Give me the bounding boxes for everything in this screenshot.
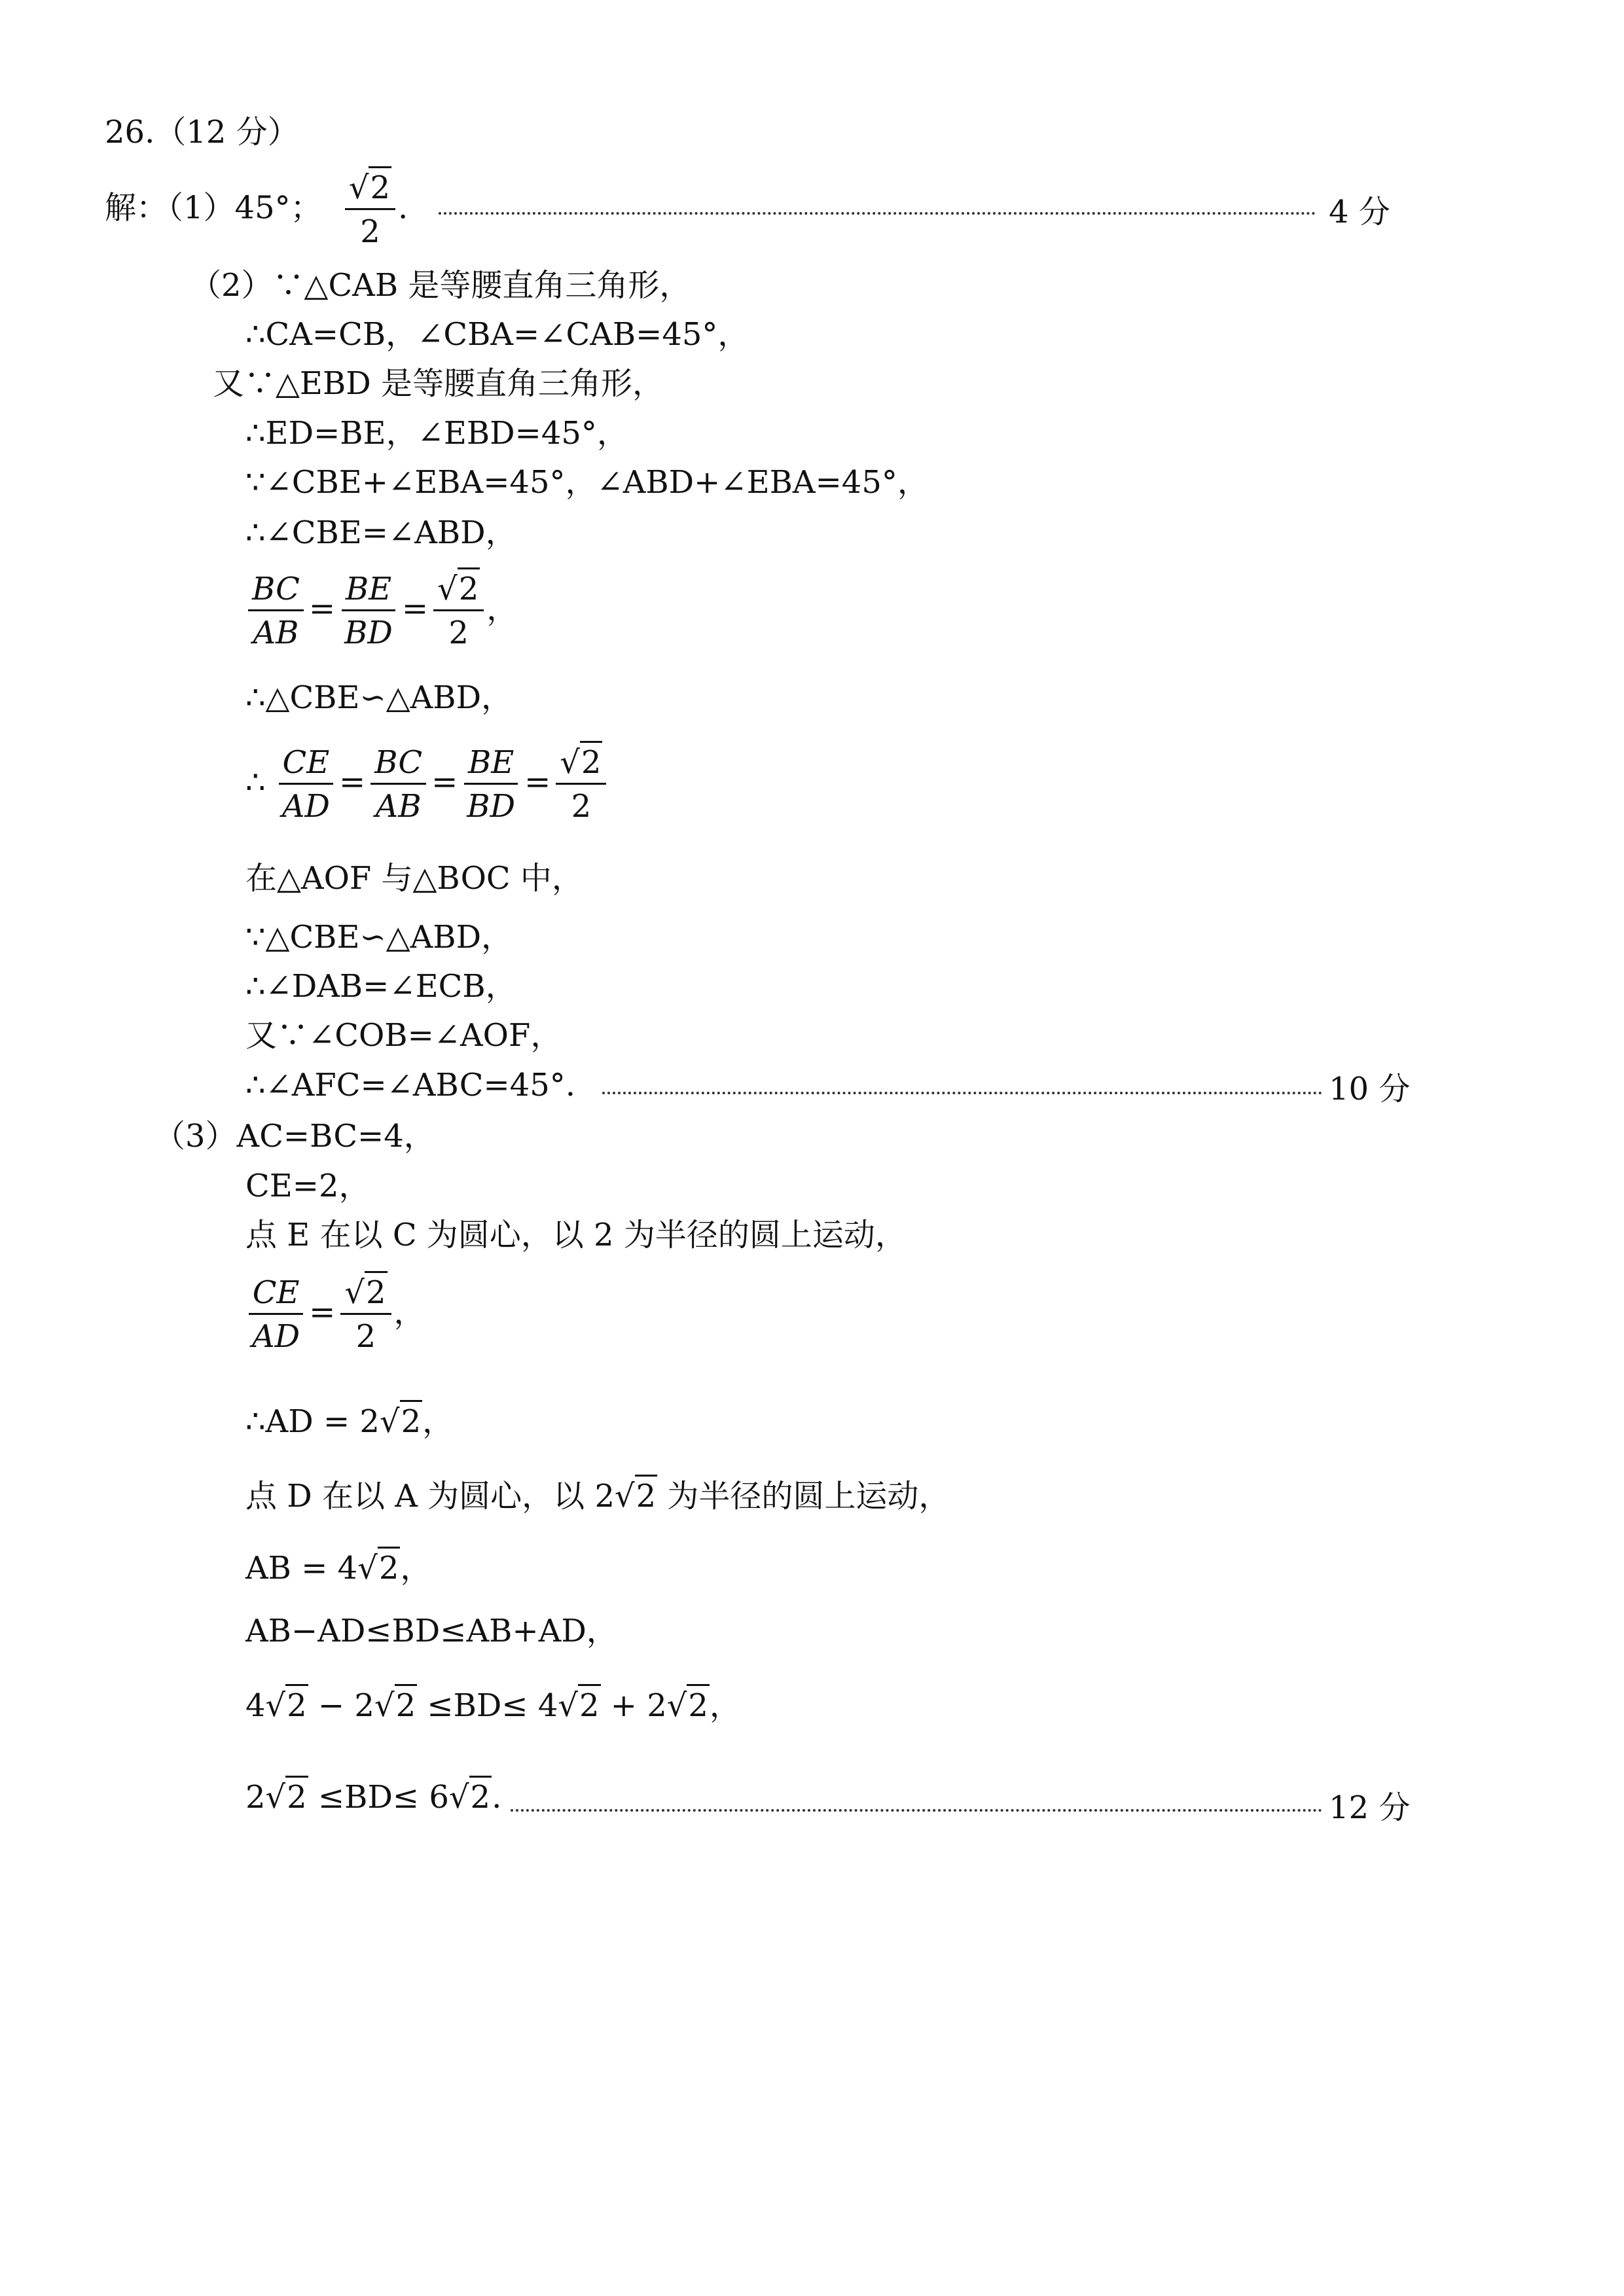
part3-line-3: 点 E 在以 C 为圆心，以 2 为半径的圆上运动，: [245, 1217, 907, 1253]
dotted-leader-2: [602, 1092, 1322, 1094]
fraction-sqrt2-over-2: $\frac{√2}{2}$: [340, 1276, 391, 1354]
part2-line-12: ∴∠AFC=∠ABC=45°.: [245, 1067, 575, 1103]
fraction-be-bd: $\frac{BE}{BD}$: [463, 746, 519, 823]
part2-line-2: ∴CA=CB，∠CBA=∠CAB=45°，: [245, 316, 749, 353]
fraction-bc-ab: $\frac{BC}{AB}$: [370, 746, 426, 823]
part3-line-2: CE=2，: [245, 1168, 370, 1204]
part3-line-final: 2√2 ≤BD≤ 6√2.: [245, 1782, 501, 1813]
part2-line-10: ∴∠DAB=∠ECB，: [245, 968, 517, 1005]
part2-line-9: ∵△CBE∽△ABD，: [245, 919, 513, 956]
part3-line-ad: ∴AD = 2√2，: [245, 1406, 454, 1437]
fraction-ce-ad: $\frac{CE}{AD}$: [248, 1276, 304, 1354]
part2-line-5: ∵∠CBE+∠EBA=45°，∠ABD+∠EBA=45°，: [245, 464, 929, 501]
part3-line-inequality-values: 4√2 − 2√2 ≤BD≤ 4√2 + 2√2，: [245, 1690, 741, 1721]
part2-line-3: 又∵△EBD 是等腰直角三角形，: [213, 365, 664, 402]
fraction-ce-ad: $\frac{CE}{AD}$: [278, 746, 334, 823]
part3-ratio-line: $\frac{CE}{AD}$ = $\frac{√2}{2}$ ，: [245, 1276, 425, 1354]
fraction-sqrt2-over-2: $\frac{√2}{2}$: [433, 573, 484, 650]
part3-line-ab: AB = 4√2，: [245, 1552, 431, 1584]
part3-line-circle-d: 点 D 在以 A 为圆心，以 2√2 为半径的圆上运动，: [245, 1480, 950, 1512]
fraction-sqrt2-over-2: $\frac{√2}{2}$: [345, 171, 395, 249]
fraction-be-bd: $\frac{BE}{BD}$: [340, 573, 397, 650]
fraction-bc-ab: $\frac{BC}{AB}$: [248, 573, 304, 650]
dotted-leader-3: [511, 1809, 1322, 1812]
part2-line-11: 又∵∠COB=∠AOF，: [245, 1017, 562, 1054]
part2-line-4: ∴ED=BE，∠EBD=45°，: [245, 415, 628, 452]
fraction-sqrt2-over-2: $\frac{√2}{2}$: [556, 746, 606, 823]
score-12: 12 分: [1329, 1789, 1411, 1826]
dotted-leader-1: [439, 212, 1316, 215]
part2-line-1: （2）∵△CAB 是等腰直角三角形，: [190, 267, 691, 304]
part3-line-1: （3）AC=BC=4，: [154, 1118, 435, 1155]
score-10: 10 分: [1329, 1071, 1411, 1107]
score-4: 4 分: [1329, 194, 1390, 230]
part1-label: 解：（1）45°；: [105, 189, 322, 226]
part2-line-7: ∴△CBE∽△ABD，: [245, 679, 513, 716]
part2-ratio-line-2: ∴ $\frac{CE}{AD}$ = $\frac{BC}{AB}$ = $\frac{BE}{BD}$ = $\frac{√2}{2}$: [245, 746, 609, 823]
part2-ratio-line: $\frac{BC}{AB}$ = $\frac{BE}{BD}$ = $\frac{√2}{2}$ ，: [245, 573, 518, 650]
part1-line: 解：（1）45°； $\frac{√2}{2}$ .: [105, 171, 408, 249]
part2-line-8: 在△AOF 与△BOC 中，: [245, 860, 583, 897]
problem-header: 26.（12 分）: [105, 114, 299, 151]
part2-line-6: ∴∠CBE=∠ABD，: [245, 514, 517, 551]
part3-line-inequality: AB−AD≤BD≤AB+AD，: [245, 1613, 618, 1649]
